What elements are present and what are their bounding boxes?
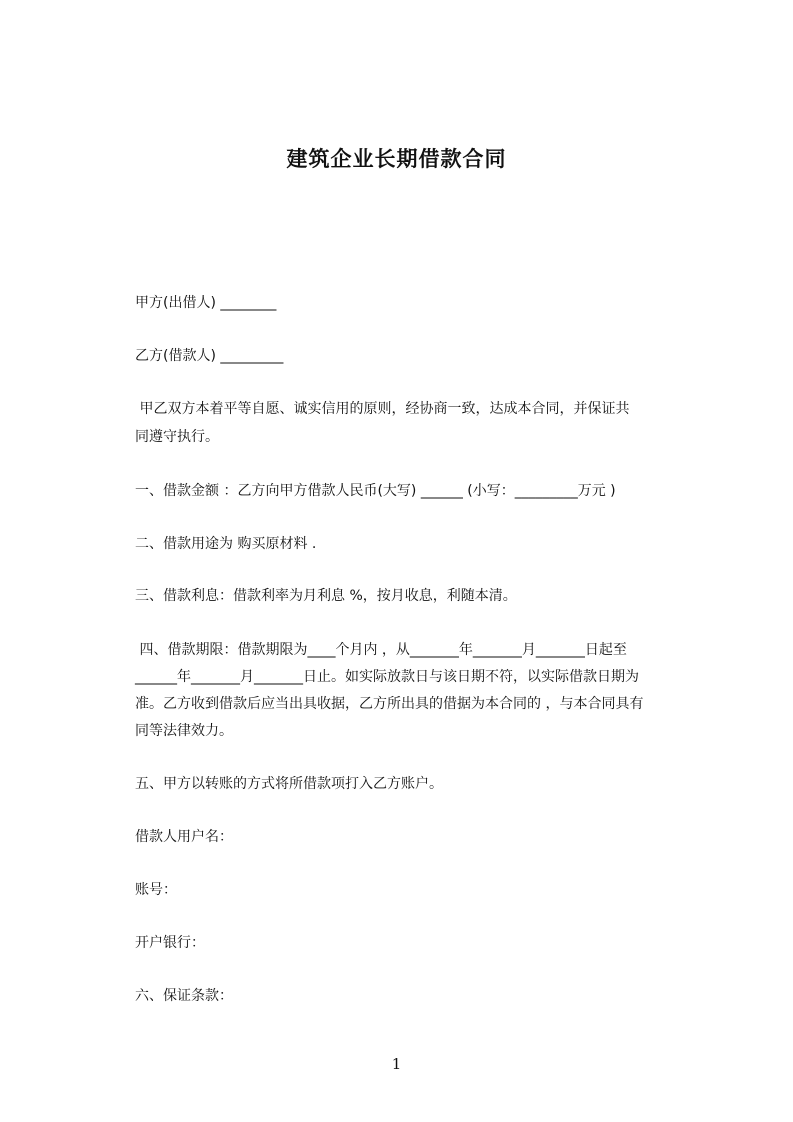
clause-4-line-2: ______年_______月_______日止。如实际放款日与该日期不符，以实际借款日期为: [135, 669, 639, 685]
clause-5: 五、甲方以转账的方式将所借款项打入乙方账户。: [135, 776, 443, 792]
party-b-line: 乙方(借款人) _________: [135, 348, 284, 364]
account-name-line: 借款人用户名：: [135, 829, 233, 845]
intro-line-1: 甲乙双方本着平等自愿、诚实信用的原则，经协商一致，达成本合同，并保证共: [135, 401, 630, 417]
party-a-line: 甲方(出借人) ________: [135, 295, 277, 311]
clause-4-line-3: 准。乙方收到借款后应当出具收据，乙方所出具的借据为本合同的 ，与本合同具有: [135, 696, 644, 712]
account-number-line: 账号：: [135, 882, 177, 898]
page-number: 1: [391, 1055, 402, 1073]
document-title: 建筑企业长期借款合同: [286, 147, 507, 171]
clause-3: 三、借款利息：借款利率为月利息 %，按月收息，利随本清。: [135, 588, 517, 604]
bank-line: 开户银行：: [135, 935, 205, 951]
clause-2: 二、借款用途为 购买原材料 .: [135, 536, 317, 552]
clause-1: 一、借款金额 ：乙方向甲方借款人民币(大写) ______ (小写：_________万元 ): [135, 483, 616, 499]
clause-6: 六、保证条款：: [135, 988, 233, 1004]
intro-line-2: 同遵守执行。: [135, 429, 219, 445]
clause-4-line-1: 四、借款期限：借款期限为____个月内 ，从_______年_______月_______日起至: [135, 642, 627, 658]
clause-4-line-4: 同等法律效力。: [135, 723, 233, 739]
